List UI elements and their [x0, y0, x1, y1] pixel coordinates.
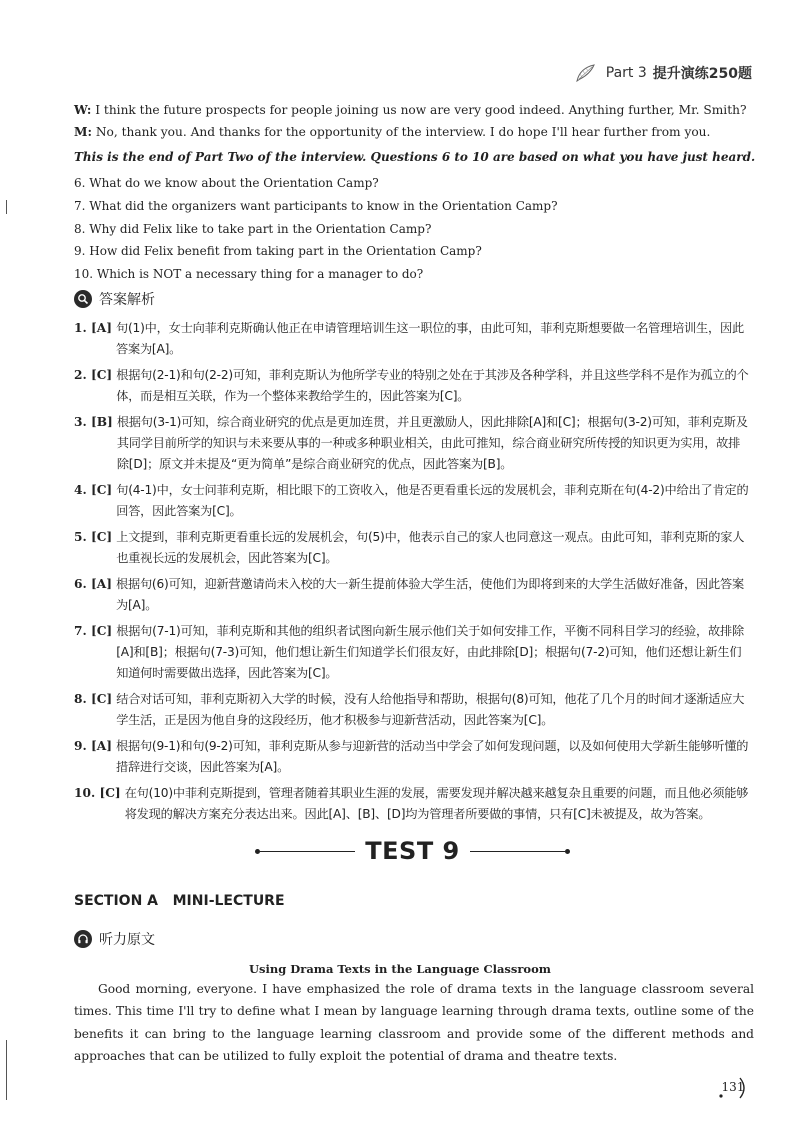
answer-number: 6. [A]: [74, 577, 112, 591]
page-header: [574, 62, 752, 84]
dialogue-text: I think the future prospects for people joining us now are very good indeed. Anything further, Mr. Smith?: [95, 103, 747, 117]
answer-item: [74, 412, 752, 475]
question-list: [74, 172, 558, 286]
speaker-label: M:: [74, 125, 92, 139]
test-heading: [255, 836, 570, 866]
answer-item: [74, 527, 752, 569]
magnifier-icon: [74, 290, 92, 308]
page-number-text: 131: [721, 1080, 745, 1094]
rule-line: [470, 851, 565, 852]
header-part: Part 3: [605, 65, 647, 81]
answer-list: [74, 318, 752, 830]
headphones-icon: [74, 930, 92, 948]
dialogue-text: No, thank you. And thanks for the opportunity of the interview. I do hope I'll hear further from you.: [95, 125, 711, 139]
answer-text: 结合对话可知，菲利克斯初入大学的时候，没有人给他指导和帮助，根据句(8)可知，他花了几个月的时间才逐渐适应大学生活，正是因为他自身的这段经历，他才积极参与迎新营活动，因此答案为[C]。: [116, 692, 745, 727]
test-title: TEST 9: [365, 837, 460, 865]
answer-number: 3. [B]: [74, 415, 113, 429]
section-title: SECTION A MINI-LECTURE: [74, 893, 285, 909]
answer-number: 8. [C]: [74, 692, 113, 706]
question-item: 7. What did the organizers want participants to know in the Orientation Camp?: [74, 198, 558, 213]
page-number: [718, 1076, 748, 1098]
answer-item: [74, 621, 752, 684]
listening-heading: [74, 929, 155, 949]
question-item: 6. What do we know about the Orientation Camp?: [74, 176, 379, 190]
margin-mark: [6, 200, 7, 214]
answer-number: 7. [C]: [74, 624, 113, 638]
header-title: 提升演练250题: [652, 66, 752, 82]
listening-heading-text: 听力原文: [99, 932, 155, 948]
answer-text: 句(1)中，女士向菲利克斯确认他正在申请管理培训生这一职位的事，由此可知，菲利克斯想要做一名管理培训生，因此答案为[A]。: [115, 321, 744, 356]
question-item: 10. Which is NOT a necessary thing for a manager to do?: [74, 267, 424, 282]
answer-item: [74, 736, 752, 778]
rule-line: [260, 851, 355, 852]
speaker-label: W:: [74, 103, 92, 117]
lecture-title: Using Drama Texts in the Language Classroom: [249, 962, 551, 976]
question-item: 8. Why did Felix like to take part in the Orientation Camp?: [74, 221, 432, 236]
answer-number: 5. [C]: [74, 530, 113, 544]
answer-number: 1. [A]: [74, 321, 112, 335]
answer-item: [74, 480, 752, 522]
answer-text: 在句(10)中菲利克斯提到，管理者随着其职业生涯的发展，需要发现并解决越来越复杂且重要的问题，而且他必须能够将发现的解决方案充分表达出来。因此[A]、[B]、[D]均为管理者所要做的事情，只有[C]未被提及，故为答案。: [124, 786, 749, 821]
answer-item: [74, 365, 752, 407]
end-note: This is the end of Part Two of the interview. Questions 6 to 10 are based on what you have just heard.: [74, 150, 756, 164]
lecture-body: [74, 978, 754, 1068]
answer-text: 根据句(3-1)可知，综合商业研究的优点是更加连贯，并且更激励人，因此排除[A]和[C]；根据句(3-2)可知，菲利克斯及其同学目前所学的知识与未来要从事的一种或多种职业相关，由此可推知，综合商业研究所传授的知识更为实用，故排除[D]；原文并未提及“更为简单”是综合商业研究的优点，因此答案为[B]。: [116, 415, 748, 471]
answer-number: 2. [C]: [74, 368, 113, 382]
answer-text: 根据句(7-1)可知，菲利克斯和其他的组织者试图向新生展示他们关于如何安排工作，平衡不同科目学习的经验，故排除[A]和[B]；根据句(7-3)可知，他们想让新生们知道学长们很友好，由此排除[D]；根据句(7-2)可知，他们还想让新生们知道何时需要做出选择，因此答案为[C]。: [116, 624, 744, 680]
answer-number: 9. [A]: [74, 739, 112, 753]
answer-number: 10. [C]: [74, 786, 121, 800]
margin-mark: [6, 1040, 7, 1100]
answer-number: 4. [C]: [74, 483, 113, 497]
answer-text: 句(4-1)中，女士问菲利克斯，相比眼下的工资收入，他是否更看重长远的发展机会，菲利克斯在句(4-2)中给出了肯定的回答，因此答案为[C]。: [116, 483, 749, 518]
rule-dot: [565, 849, 570, 854]
answer-heading: [74, 289, 155, 309]
question-item: 9. How did Felix benefit from taking part in the Orientation Camp?: [74, 244, 482, 259]
lecture-paragraph: Good morning, everyone. I have emphasized the role of drama texts in the language classroom several times. This time I'll try to define what I mean by language learning through drama texts, outline some of the benefits it can bring to the language learning classroom and provide some of the different methods and approaches that can be utilized to fully exploit the potential of drama and theatre texts.: [74, 982, 754, 1064]
answer-item: [74, 574, 752, 616]
answer-text: 根据句(2-1)和句(2-2)可知，菲利克斯认为他所学专业的特别之处在于其涉及各种学科，并且这些学科不是作为孤立的个体，而是相互关联，作为一个整体来教给学生的，因此答案为[C]。: [116, 368, 749, 403]
dialogue-line-2: [74, 121, 754, 143]
leaf-decoration-icon: [574, 62, 600, 84]
answer-text: 根据句(9-1)和句(9-2)可知，菲利克斯从参与迎新营的活动当中学会了如何发现问题，以及如何使用大学新生能够听懂的措辞进行交谈，因此答案为[A]。: [115, 739, 749, 774]
answer-item: [74, 689, 752, 731]
answer-heading-text: 答案解析: [99, 292, 155, 308]
dialogue-line-1: [74, 99, 754, 121]
answer-item: [74, 783, 752, 825]
answer-text: 上文提到，菲利克斯更看重长远的发展机会，句(5)中，他表示自己的家人也同意这一观点。由此可知，菲利克斯的家人也重视长远的发展机会，因此答案为[C]。: [116, 530, 745, 565]
answer-item: [74, 318, 752, 360]
answer-text: 根据句(6)可知，迎新营邀请尚未入校的大一新生提前体验大学生活，使他们为即将到来的大学生活做好准备，因此答案为[A]。: [115, 577, 744, 612]
